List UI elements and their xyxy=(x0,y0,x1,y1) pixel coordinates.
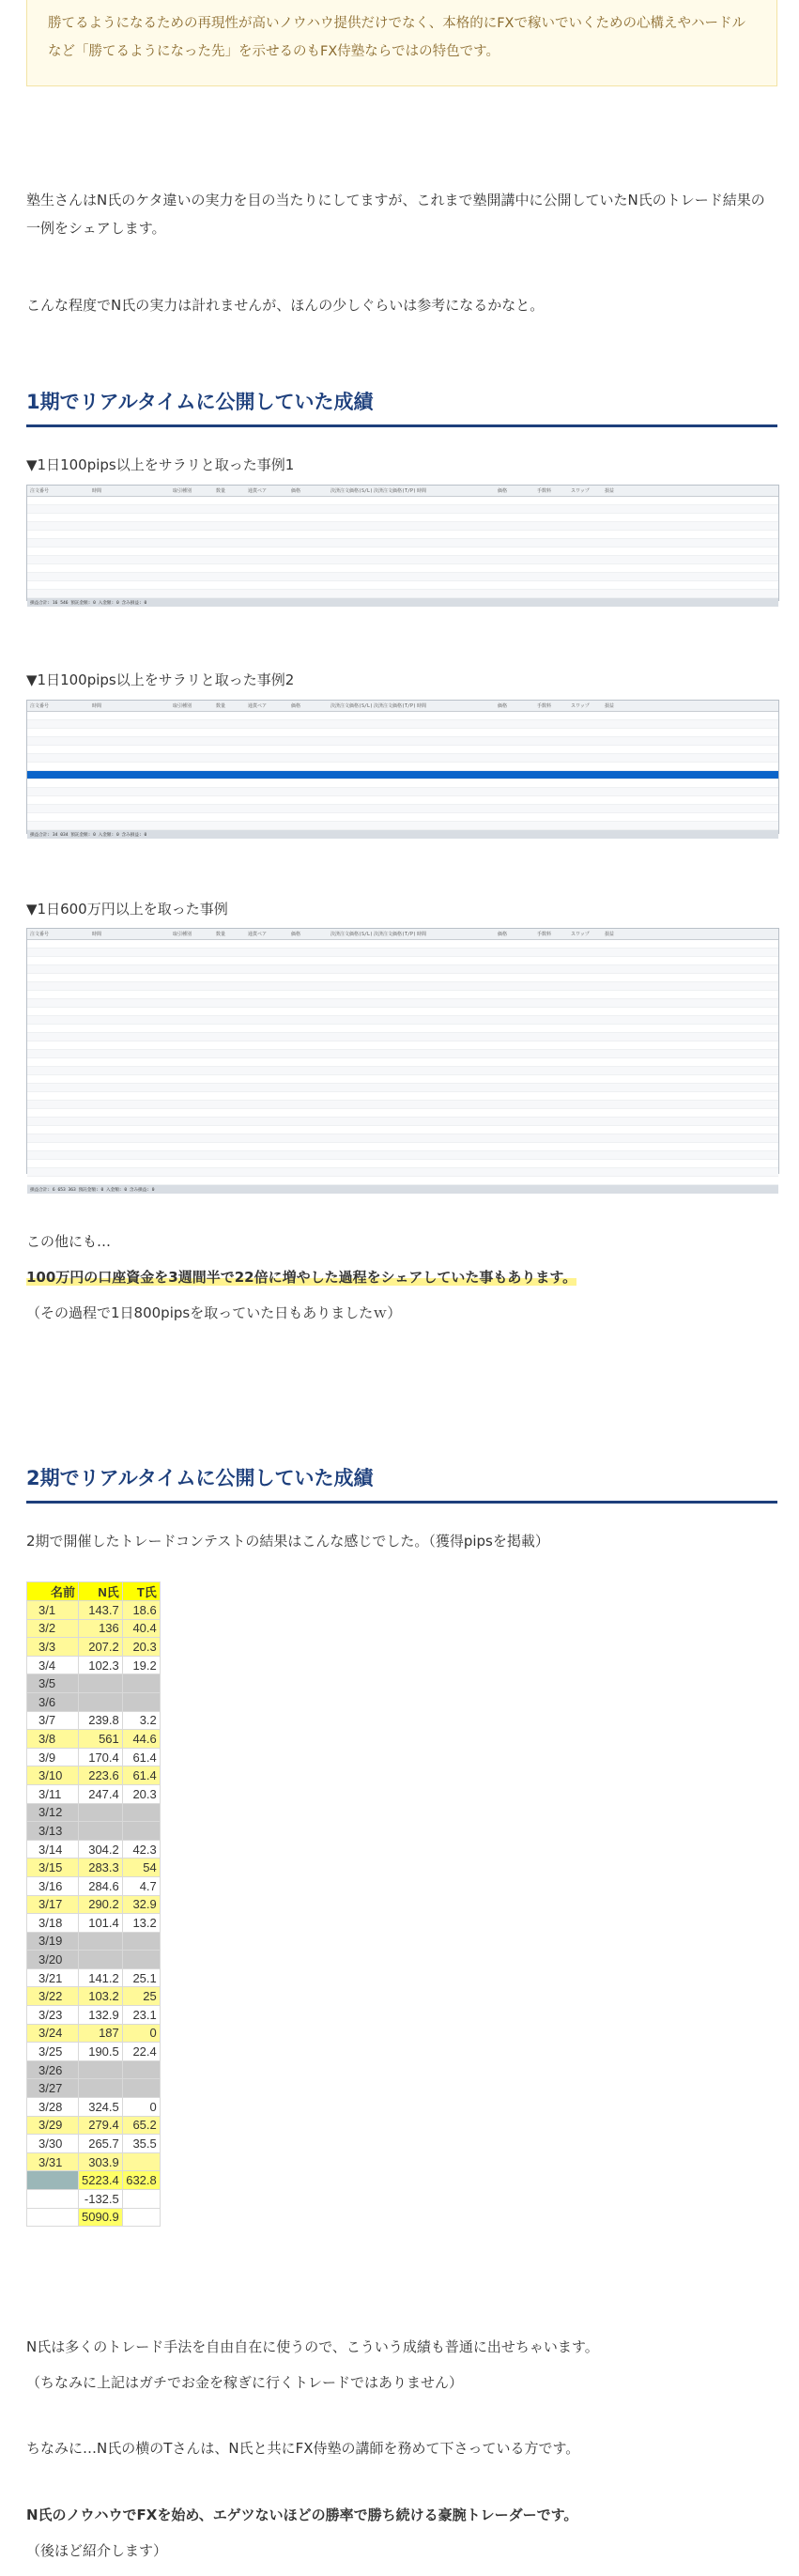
score-date: 3/5 xyxy=(27,1674,79,1693)
table-footer: 損益合計: 34 034 預託金額: 0 入金額: 0 含み損益: 0 xyxy=(27,830,778,839)
column-header: 価格 xyxy=(291,703,301,709)
score-t: 40.4 xyxy=(122,1619,160,1638)
score-t: 54 xyxy=(122,1859,160,1877)
column-header: 時間 xyxy=(92,703,102,709)
after-line-1: この他にも… xyxy=(26,1233,112,1250)
score-date: 3/14 xyxy=(27,1840,79,1859)
column-header: 取引種別 xyxy=(173,932,192,937)
score-n: 239.8 xyxy=(79,1711,123,1730)
column-header: 時間 xyxy=(417,703,427,709)
score-row xyxy=(27,1803,161,1822)
score-blank xyxy=(27,2208,79,2227)
score-date: 3/13 xyxy=(27,1822,79,1841)
score-blank xyxy=(122,2208,160,2227)
column-header: 損益 xyxy=(605,488,615,494)
score-row xyxy=(27,1601,161,1620)
score-row xyxy=(27,1876,161,1895)
closing-p4: N氏のノウハウでFXを始め、エゲツないほどの勝率で勝ち続ける豪腕トレーダーです。 xyxy=(26,2507,578,2523)
table-row xyxy=(27,505,778,514)
score-date: 3/8 xyxy=(27,1730,79,1749)
score-row xyxy=(27,1951,161,1969)
score-t: 65.2 xyxy=(122,2116,160,2135)
score-date: 3/31 xyxy=(27,2152,79,2171)
table-row xyxy=(27,940,778,949)
score-date: 3/12 xyxy=(27,1803,79,1822)
score-header-cell: T氏 xyxy=(122,1582,160,1601)
score-date: 3/17 xyxy=(27,1895,79,1914)
score-date: 3/24 xyxy=(27,2024,79,2043)
column-header: 損益 xyxy=(605,703,615,709)
intro-note xyxy=(26,0,777,86)
score-t xyxy=(122,2060,160,2079)
score-n: 290.2 xyxy=(79,1895,123,1914)
score-row xyxy=(27,1784,161,1803)
score-date: 3/29 xyxy=(27,2116,79,2135)
score-row xyxy=(27,1987,161,2006)
column-header: 手数料 xyxy=(537,488,552,494)
table-row xyxy=(27,746,778,754)
trade-history-screenshot-3 xyxy=(26,928,779,1193)
score-adjust-row xyxy=(27,2190,161,2209)
score-final: 5090.9 xyxy=(79,2208,123,2227)
score-header-cell: 名前 xyxy=(27,1582,79,1601)
table-row xyxy=(27,1134,778,1143)
score-t xyxy=(122,1674,160,1693)
table-row xyxy=(27,1151,778,1160)
case1-label: ▼1日100pips以上をサラリと取った事例1 xyxy=(26,456,295,473)
score-t: 22.4 xyxy=(122,2043,160,2061)
score-t: 13.2 xyxy=(122,1914,160,1933)
column-header: 注文番号 xyxy=(30,488,50,494)
score-date: 3/11 xyxy=(27,1784,79,1803)
score-n xyxy=(79,2060,123,2079)
score-t xyxy=(122,1822,160,1841)
table-row xyxy=(27,1084,778,1092)
column-header: 決済注文価格(S/L) xyxy=(330,703,374,709)
column-header: 取引種別 xyxy=(173,703,192,709)
highlight-text: 100万円の口座資金を3週間半で22倍に増やした過程をシェアしていた事もあります。 xyxy=(26,1269,577,1286)
table-row xyxy=(27,573,778,581)
score-n: 170.4 xyxy=(79,1748,123,1766)
table-row xyxy=(27,1008,778,1016)
score-n xyxy=(79,1803,123,1822)
section2-heading: 2期でリアルタイムに公開していた成績 xyxy=(26,1463,777,1504)
score-date: 3/1 xyxy=(27,1601,79,1620)
table-row xyxy=(27,813,778,822)
column-header: 価格 xyxy=(291,932,301,937)
score-t: 4.7 xyxy=(122,1876,160,1895)
score-t: 42.3 xyxy=(122,1840,160,1859)
score-date: 3/18 xyxy=(27,1914,79,1933)
score-date: 3/27 xyxy=(27,2079,79,2098)
score-row xyxy=(27,1859,161,1877)
column-header: 通貨ペア xyxy=(248,932,268,937)
column-header: 決済注文価格(S/L) xyxy=(330,932,374,937)
table-row xyxy=(27,581,778,590)
score-date: 3/4 xyxy=(27,1656,79,1674)
intro-paragraph-2: こんな程度でN氏の実力は計れませんが、ほんの少しぐらいは参考になるかなと。 xyxy=(26,297,545,314)
column-header: 時間 xyxy=(92,932,102,937)
score-row xyxy=(27,1822,161,1841)
score-date: 3/22 xyxy=(27,1987,79,2006)
score-t xyxy=(122,2079,160,2098)
table-row xyxy=(27,1118,778,1126)
table-row xyxy=(27,1025,778,1033)
score-row xyxy=(27,2116,161,2135)
score-t xyxy=(122,1951,160,1969)
score-n: 561 xyxy=(79,1730,123,1749)
score-final-row xyxy=(27,2208,161,2227)
table-row xyxy=(27,556,778,564)
column-header: 価格 xyxy=(498,488,508,494)
score-date: 3/2 xyxy=(27,1619,79,1638)
score-row xyxy=(27,1840,161,1859)
table-row xyxy=(27,1126,778,1134)
score-date: 3/28 xyxy=(27,2098,79,2117)
column-header: スワップ xyxy=(571,488,590,494)
score-row xyxy=(27,1674,161,1693)
score-t: 20.3 xyxy=(122,1784,160,1803)
column-header: 数量 xyxy=(216,932,226,937)
table-row xyxy=(27,1075,778,1084)
trade-history-screenshot-1 xyxy=(26,485,779,606)
score-n: 187 xyxy=(79,2024,123,2043)
score-blank xyxy=(122,2190,160,2209)
score-row xyxy=(27,2006,161,2025)
table-row xyxy=(27,1067,778,1075)
column-header: 時間 xyxy=(417,932,427,937)
table-row xyxy=(27,991,778,999)
score-n: 324.5 xyxy=(79,2098,123,2117)
score-t: 35.5 xyxy=(122,2135,160,2153)
column-header: 通貨ペア xyxy=(248,703,268,709)
column-header: 価格 xyxy=(498,932,508,937)
score-row xyxy=(27,1932,161,1951)
column-header: 通貨ペア xyxy=(248,488,268,494)
table-row xyxy=(27,1177,778,1185)
section2-intro: 2期で開催したトレードコンテストの結果はこんな感じでした。（獲得pipsを掲載） xyxy=(26,1533,549,1550)
table-row xyxy=(27,1016,778,1025)
score-header-row xyxy=(27,1582,161,1601)
score-date: 3/30 xyxy=(27,2135,79,2153)
score-n xyxy=(79,2079,123,2098)
score-t: 25.1 xyxy=(122,1968,160,1987)
score-n: 102.3 xyxy=(79,1656,123,1674)
score-t: 61.4 xyxy=(122,1766,160,1785)
score-n xyxy=(79,1932,123,1951)
table-row xyxy=(27,957,778,965)
table-row xyxy=(27,1101,778,1109)
score-date: 3/20 xyxy=(27,1951,79,1969)
table-row xyxy=(27,788,778,796)
score-t: 0 xyxy=(122,2098,160,2117)
column-header: 数量 xyxy=(216,488,226,494)
table-row xyxy=(27,729,778,737)
score-t: 18.6 xyxy=(122,1601,160,1620)
column-header: 時間 xyxy=(92,488,102,494)
column-header: 決済注文価格(T/P) xyxy=(374,488,417,494)
column-header: 取引種別 xyxy=(173,488,192,494)
table-row xyxy=(27,1058,778,1067)
closing-p5: （後ほど紹介します） xyxy=(26,2542,168,2559)
table-row xyxy=(27,1033,778,1041)
table-row xyxy=(27,514,778,522)
score-t xyxy=(122,1932,160,1951)
column-header: 時間 xyxy=(417,488,427,494)
table-header xyxy=(27,929,778,940)
score-row xyxy=(27,2098,161,2117)
score-n: 190.5 xyxy=(79,2043,123,2061)
score-row xyxy=(27,1692,161,1711)
table-row xyxy=(27,982,778,991)
table-row xyxy=(27,1143,778,1151)
score-row xyxy=(27,1766,161,1785)
column-header: 数量 xyxy=(216,703,226,709)
score-t xyxy=(122,1692,160,1711)
table-row xyxy=(27,1109,778,1118)
score-row xyxy=(27,1711,161,1730)
case2-label: ▼1日100pips以上をサラリと取った事例2 xyxy=(26,671,295,688)
score-t: 20.3 xyxy=(122,1638,160,1657)
score-n: 143.7 xyxy=(79,1601,123,1620)
score-date: 3/10 xyxy=(27,1766,79,1785)
column-header: 注文番号 xyxy=(30,932,50,937)
score-date: 3/26 xyxy=(27,2060,79,2079)
score-date: 3/25 xyxy=(27,2043,79,2061)
table-row xyxy=(27,1092,778,1101)
score-row xyxy=(27,2043,161,2061)
table-footer: 損益合計: 6 653 363 預託金額: 0 入金額: 0 含み損益: 0 xyxy=(27,1185,778,1194)
score-row xyxy=(27,2135,161,2153)
table-row xyxy=(27,999,778,1008)
score-n: 136 xyxy=(79,1619,123,1638)
table-row xyxy=(27,590,778,598)
score-t: 23.1 xyxy=(122,2006,160,2025)
score-n: 304.2 xyxy=(79,1840,123,1859)
score-header-cell: N氏 xyxy=(79,1582,123,1601)
table-row xyxy=(27,974,778,982)
column-header: 決済注文価格(T/P) xyxy=(374,932,417,937)
score-row xyxy=(27,1730,161,1749)
table-row xyxy=(27,965,778,974)
score-t xyxy=(122,2152,160,2171)
score-total-label xyxy=(27,2171,79,2190)
score-n: 207.2 xyxy=(79,1638,123,1657)
table-row xyxy=(27,522,778,531)
table-row xyxy=(27,1050,778,1058)
score-n: 265.7 xyxy=(79,2135,123,2153)
score-adjust: -132.5 xyxy=(79,2190,123,2209)
case3-label: ▼1日600万円以上を取った事例 xyxy=(26,901,228,918)
trade-history-screenshot-2 xyxy=(26,700,779,838)
column-header: スワップ xyxy=(571,703,590,709)
score-t: 0 xyxy=(122,2024,160,2043)
table-row xyxy=(27,1041,778,1050)
score-row xyxy=(27,2152,161,2171)
closing-p2: （ちなみに上記はガチでお金を稼ぎに行くトレードではありません） xyxy=(26,2374,464,2391)
score-n: 247.4 xyxy=(79,1784,123,1803)
closing-p3: ちなみに…N氏の横のTさんは、N氏と共にFX侍塾の講師を務めて下さっている方です。 xyxy=(26,2440,580,2457)
score-row xyxy=(27,1619,161,1638)
score-t: 25 xyxy=(122,1987,160,2006)
table-row xyxy=(27,548,778,556)
score-date: 3/9 xyxy=(27,1748,79,1766)
score-n xyxy=(79,1692,123,1711)
score-t: 61.4 xyxy=(122,1748,160,1766)
score-n xyxy=(79,1674,123,1693)
score-blank xyxy=(27,2190,79,2209)
score-row xyxy=(27,1748,161,1766)
after-line-2 xyxy=(26,1263,777,1291)
score-n: 284.6 xyxy=(79,1876,123,1895)
table-row xyxy=(27,779,778,788)
score-n: 223.6 xyxy=(79,1766,123,1785)
intro-paragraph: 塾生さんはN氏のケタ違いの実力を目の当たりにしてますが、これまで塾開講中に公開していたN氏のトレード結果の一例をシェアします。 xyxy=(26,192,765,237)
column-header: 注文番号 xyxy=(30,703,50,709)
score-row xyxy=(27,2079,161,2098)
closing-p1: N氏は多くのトレード手法を自由自在に使うので、こういう成績も普通に出せちゃいます。 xyxy=(26,2338,599,2355)
score-date: 3/19 xyxy=(27,1932,79,1951)
score-n xyxy=(79,1822,123,1841)
score-row xyxy=(27,2024,161,2043)
table-row xyxy=(27,531,778,539)
intro-note-text: 勝てるようになるための再現性が高いノウハウ提供だけでなく、本格的にFXで稼いでいくための心構えやハードルなど「勝てるようになった先」を示せるのもFX侍塾ならではの特色です。 xyxy=(48,16,745,60)
score-row xyxy=(27,2060,161,2079)
score-t: 44.6 xyxy=(122,1730,160,1749)
table-row xyxy=(27,754,778,763)
score-total-row xyxy=(27,2171,161,2190)
table-row xyxy=(27,771,778,779)
score-t: 3.2 xyxy=(122,1711,160,1730)
score-n: 103.2 xyxy=(79,1987,123,2006)
score-date: 3/21 xyxy=(27,1968,79,1987)
table-row xyxy=(27,796,778,805)
score-row xyxy=(27,1638,161,1657)
column-header: スワップ xyxy=(571,932,590,937)
section1-heading: 1期でリアルタイムに公開していた成績 xyxy=(26,387,777,427)
column-header: 価格 xyxy=(498,703,508,709)
column-header: 損益 xyxy=(605,932,615,937)
score-date: 3/15 xyxy=(27,1859,79,1877)
table-header xyxy=(27,486,778,497)
score-n xyxy=(79,1951,123,1969)
score-t: 32.9 xyxy=(122,1895,160,1914)
contest-score-table xyxy=(26,1581,161,2227)
table-row xyxy=(27,720,778,729)
after-line-3: （その過程で1日800pipsを取っていた日もありましたｗ） xyxy=(26,1304,402,1321)
table-footer: 損益合計: 16 546 預託金額: 0 入金額: 0 含み損益: 0 xyxy=(27,598,778,607)
score-n: 132.9 xyxy=(79,2006,123,2025)
score-date: 3/23 xyxy=(27,2006,79,2025)
score-n: 283.3 xyxy=(79,1859,123,1877)
score-date: 3/3 xyxy=(27,1638,79,1657)
score-date: 3/6 xyxy=(27,1692,79,1711)
table-row xyxy=(27,737,778,746)
table-row xyxy=(27,497,778,505)
column-header: 価格 xyxy=(291,488,301,494)
column-header: 手数料 xyxy=(537,703,552,709)
column-header: 決済注文価格(S/L) xyxy=(330,488,374,494)
score-n: 279.4 xyxy=(79,2116,123,2135)
score-date: 3/16 xyxy=(27,1876,79,1895)
table-row xyxy=(27,539,778,548)
table-row xyxy=(27,1160,778,1168)
table-header xyxy=(27,701,778,712)
column-header: 手数料 xyxy=(537,932,552,937)
table-row xyxy=(27,805,778,813)
table-row xyxy=(27,712,778,720)
table-row xyxy=(27,763,778,771)
score-total-t: 632.8 xyxy=(122,2171,160,2190)
table-row xyxy=(27,822,778,830)
column-header: 決済注文価格(T/P) xyxy=(374,703,417,709)
score-row xyxy=(27,1656,161,1674)
score-row xyxy=(27,1914,161,1933)
score-date: 3/7 xyxy=(27,1711,79,1730)
table-row xyxy=(27,949,778,957)
score-t xyxy=(122,1803,160,1822)
score-n: 303.9 xyxy=(79,2152,123,2171)
score-row xyxy=(27,1968,161,1987)
table-row xyxy=(27,1168,778,1177)
score-total-n: 5223.4 xyxy=(79,2171,123,2190)
score-row xyxy=(27,1895,161,1914)
score-n: 101.4 xyxy=(79,1914,123,1933)
score-t: 19.2 xyxy=(122,1656,160,1674)
score-n: 141.2 xyxy=(79,1968,123,1987)
table-row xyxy=(27,564,778,573)
